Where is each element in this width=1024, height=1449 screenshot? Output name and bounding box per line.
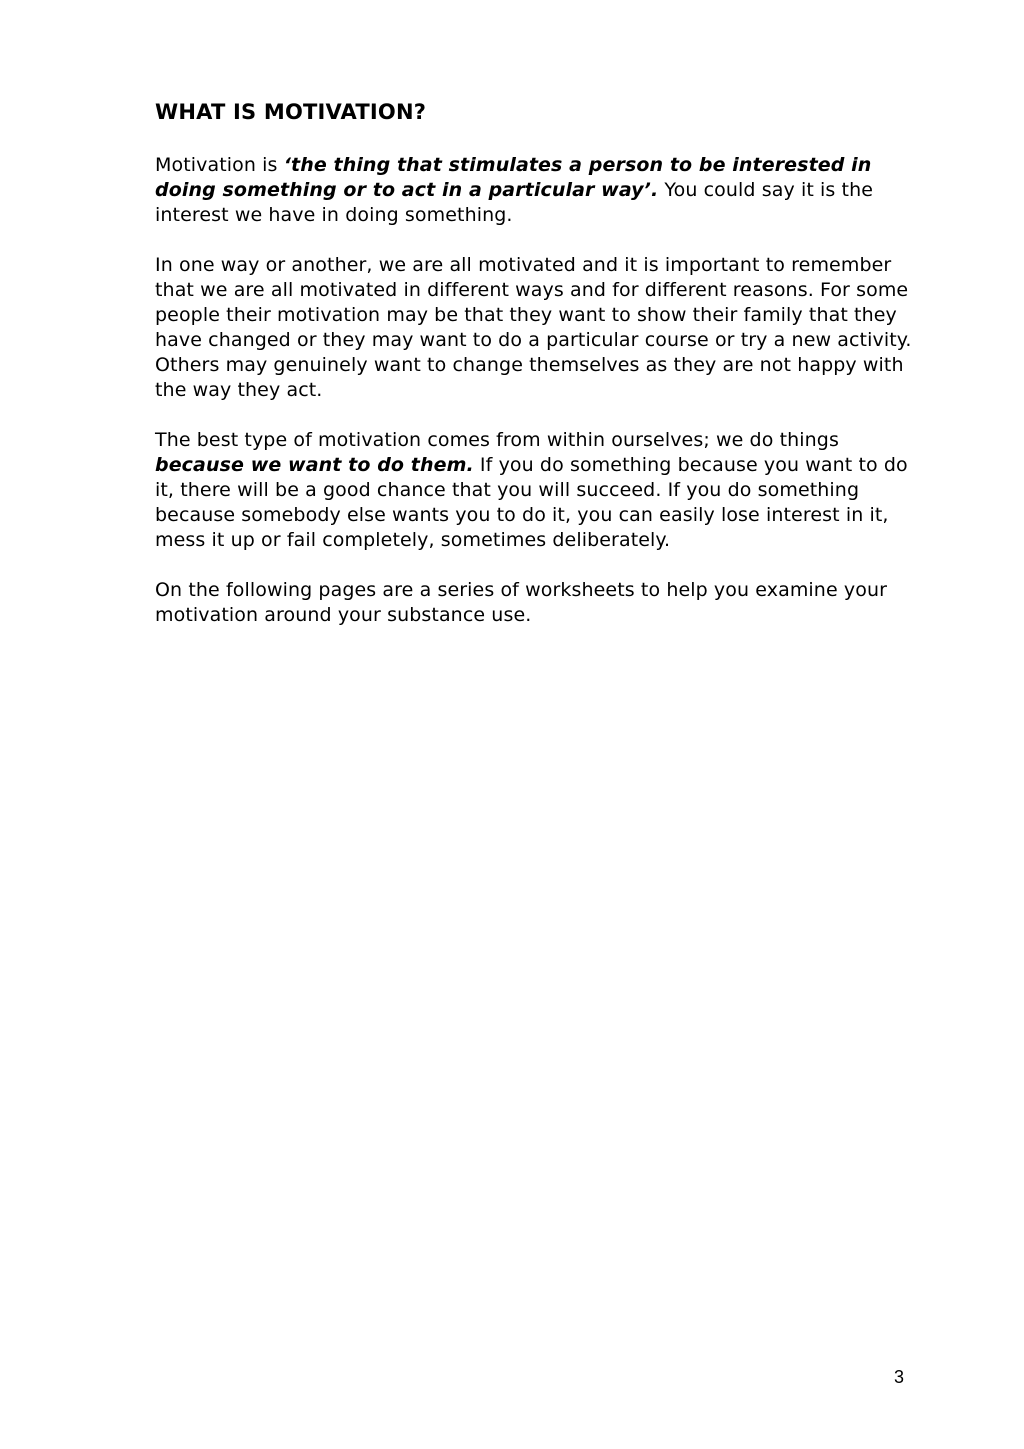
definition-rest: You could say it is the interest we have in doing something. [155,179,874,226]
best-motivation-intro: The best type of motivation comes from within ourselves; we do things [155,429,839,451]
motivation-paragraph: In one way or another, we are all motivated and it is important to remember that we are all motivated in different ways and for different reasons. For some people their motivation may be that they want to show their family that they have changed or they may want to do a particular course or try a new activity. Others may genuinely want to change themselves as they are not happy with the way they act. [155,254,912,401]
best-motivation-paragraph [155,428,915,553]
definition-intro: Motivation is [155,154,284,176]
best-motivation-rest: If you do something because you want to do it, there will be a good chance that you will succeed. If you do something because somebody else wants you to do it, you can easily lose interest in it, mess it up or fail completely, sometimes deliberately. [155,454,908,551]
best-motivation-emphasis: because we want to do them. [155,454,474,476]
page-title: WHAT IS MOTIVATION? [155,100,427,124]
definition-quote: ‘the thing that stimulates a person to be interested in doing something or to act in a particular way’. [155,154,872,201]
page-number: 3 [893,1367,904,1387]
worksheets-paragraph: On the following pages are a series of worksheets to help you examine your motivation around your substance use. [155,579,887,626]
document-page [155,96,915,653]
definition-paragraph [155,153,915,228]
